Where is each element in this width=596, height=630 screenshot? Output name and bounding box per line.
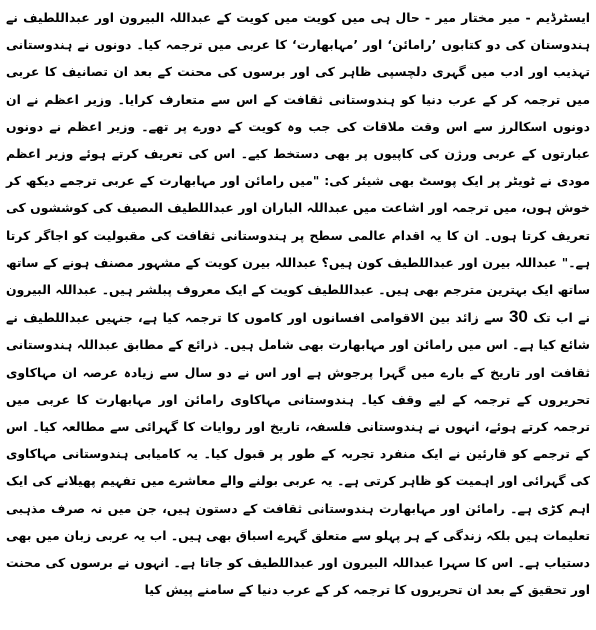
article-paragraph bbox=[6, 4, 590, 603]
article-text-end: سے زائد بین الاقوامی افسانوں اور کاموں کا ترجمہ کیا ہے، جنہیں عبداللطیف نے شائع کیا ہے۔ اس میں رامائن اور مہابھارت بھی شامل ہیں۔ ذرائع کے مطابق عبداللہ ہندوستانی ثقافت اور تاریخ کے بارے میں گہرا پرجوش ہے اور اس نے دو سال سے زیادہ عرصہ ان مہاکاوی تحریروں کے ترجمہ کے لیے وقف کیا۔ ہندوستانی مہاکاوی رامائن اور مہابھارت کا عربی میں ترجمہ کرتے ہوئے، انہوں نے ہندوستانی فلسفہ، تاریخ اور روایات کا گہرائی سے مطالعہ کیا۔ اس کے ترجمے کو قارئین نے ایک منفرد تجربہ کے طور پر قبول کیا۔ یہ کامیابی ہندوستانی مہاکاوی کی گہرائی اور اہمیت کو ظاہر کرتی ہے۔ یہ عربی بولنے والے معاشرے میں تفہیم پھیلانے کی ایک اہم کڑی ہے۔ رامائن اور مہابھارت ہندوستانی ثقافت کے دستون ہیں، جن میں نہ صرف مذہبی تعلیمات ہیں بلکہ زندگی کے ہر پہلو سے متعلق گہرے اسباق بھی ہیں۔ اب یہ عربی زبان میں بھی دستیاب ہے۔ اس کا سہرا عبداللہ البیرون اور عبداللطیف کو جاتا ہے۔ انہوں نے برسوں کی محنت اور تحقیق کے بعد ان تحریروں کا ترجمہ کر کے عرب دنیا کے سامنے پیش کیا bbox=[6, 310, 590, 598]
article-text-start: ایسٹرڈیم - میر مختار میر - حال ہی میں کویت میں کویت کے عبداللہ البیرون اور عبداللطیف نے ہندوستان کی دو کتابوں ’رامائن‘ اور ’مہابھارت‘ کا عربی میں ترجمہ کیا۔ دونوں نے ہندوستانی تہذیب اور ادب میں گہری دلچسپی ظاہر کی اور برسوں کی محنت کے بعد ان تصانیف کا عربی میں ترجمہ کر کے عرب دنیا کو ہندوستانی ثقافت کے اس سے متعارف کرایا۔ وزیر اعظم نے ان دونوں اسکالرز سے اس وقت ملاقات کی جب وہ کویت کے دورے پر تھے۔ وزیر اعظم نے دونوں عبارتوں کے عربی ورژن کی کاپیوں پر بھی دستخط کیے۔ اس کی تعریف کرتے ہوئے وزیر اعظم مودی نے ٹویٹر پر ایک پوسٹ بھی شیئر کی: "میں رامائن اور مہابھارت کے عربی ترجمے دیکھ کر خوش ہوں، میں ترجمہ اور اشاعت میں عبداللہ الباران اور عبداللطیف الںصیف کی کوششوں کی تعریف کرتا ہوں۔ ان کا یہ اقدام عالمی سطح پر ہندوستانی ثقافت کی مقبولیت کو اجاگر کرتا ہے۔" عبداللہ بیرن اور عبداللطیف کون ہیں؟ عبداللہ بیرن کویت کے مشہور مصنف ہونے کے ساتھ ساتھ ایک بہترین مترجم بھی ہیں۔ عبداللطیف کویت کے ایک معروف پبلشر ہیں۔ عبداللہ البیرون نے اب تک bbox=[6, 10, 590, 326]
translated-works-count: 30 bbox=[508, 307, 528, 327]
